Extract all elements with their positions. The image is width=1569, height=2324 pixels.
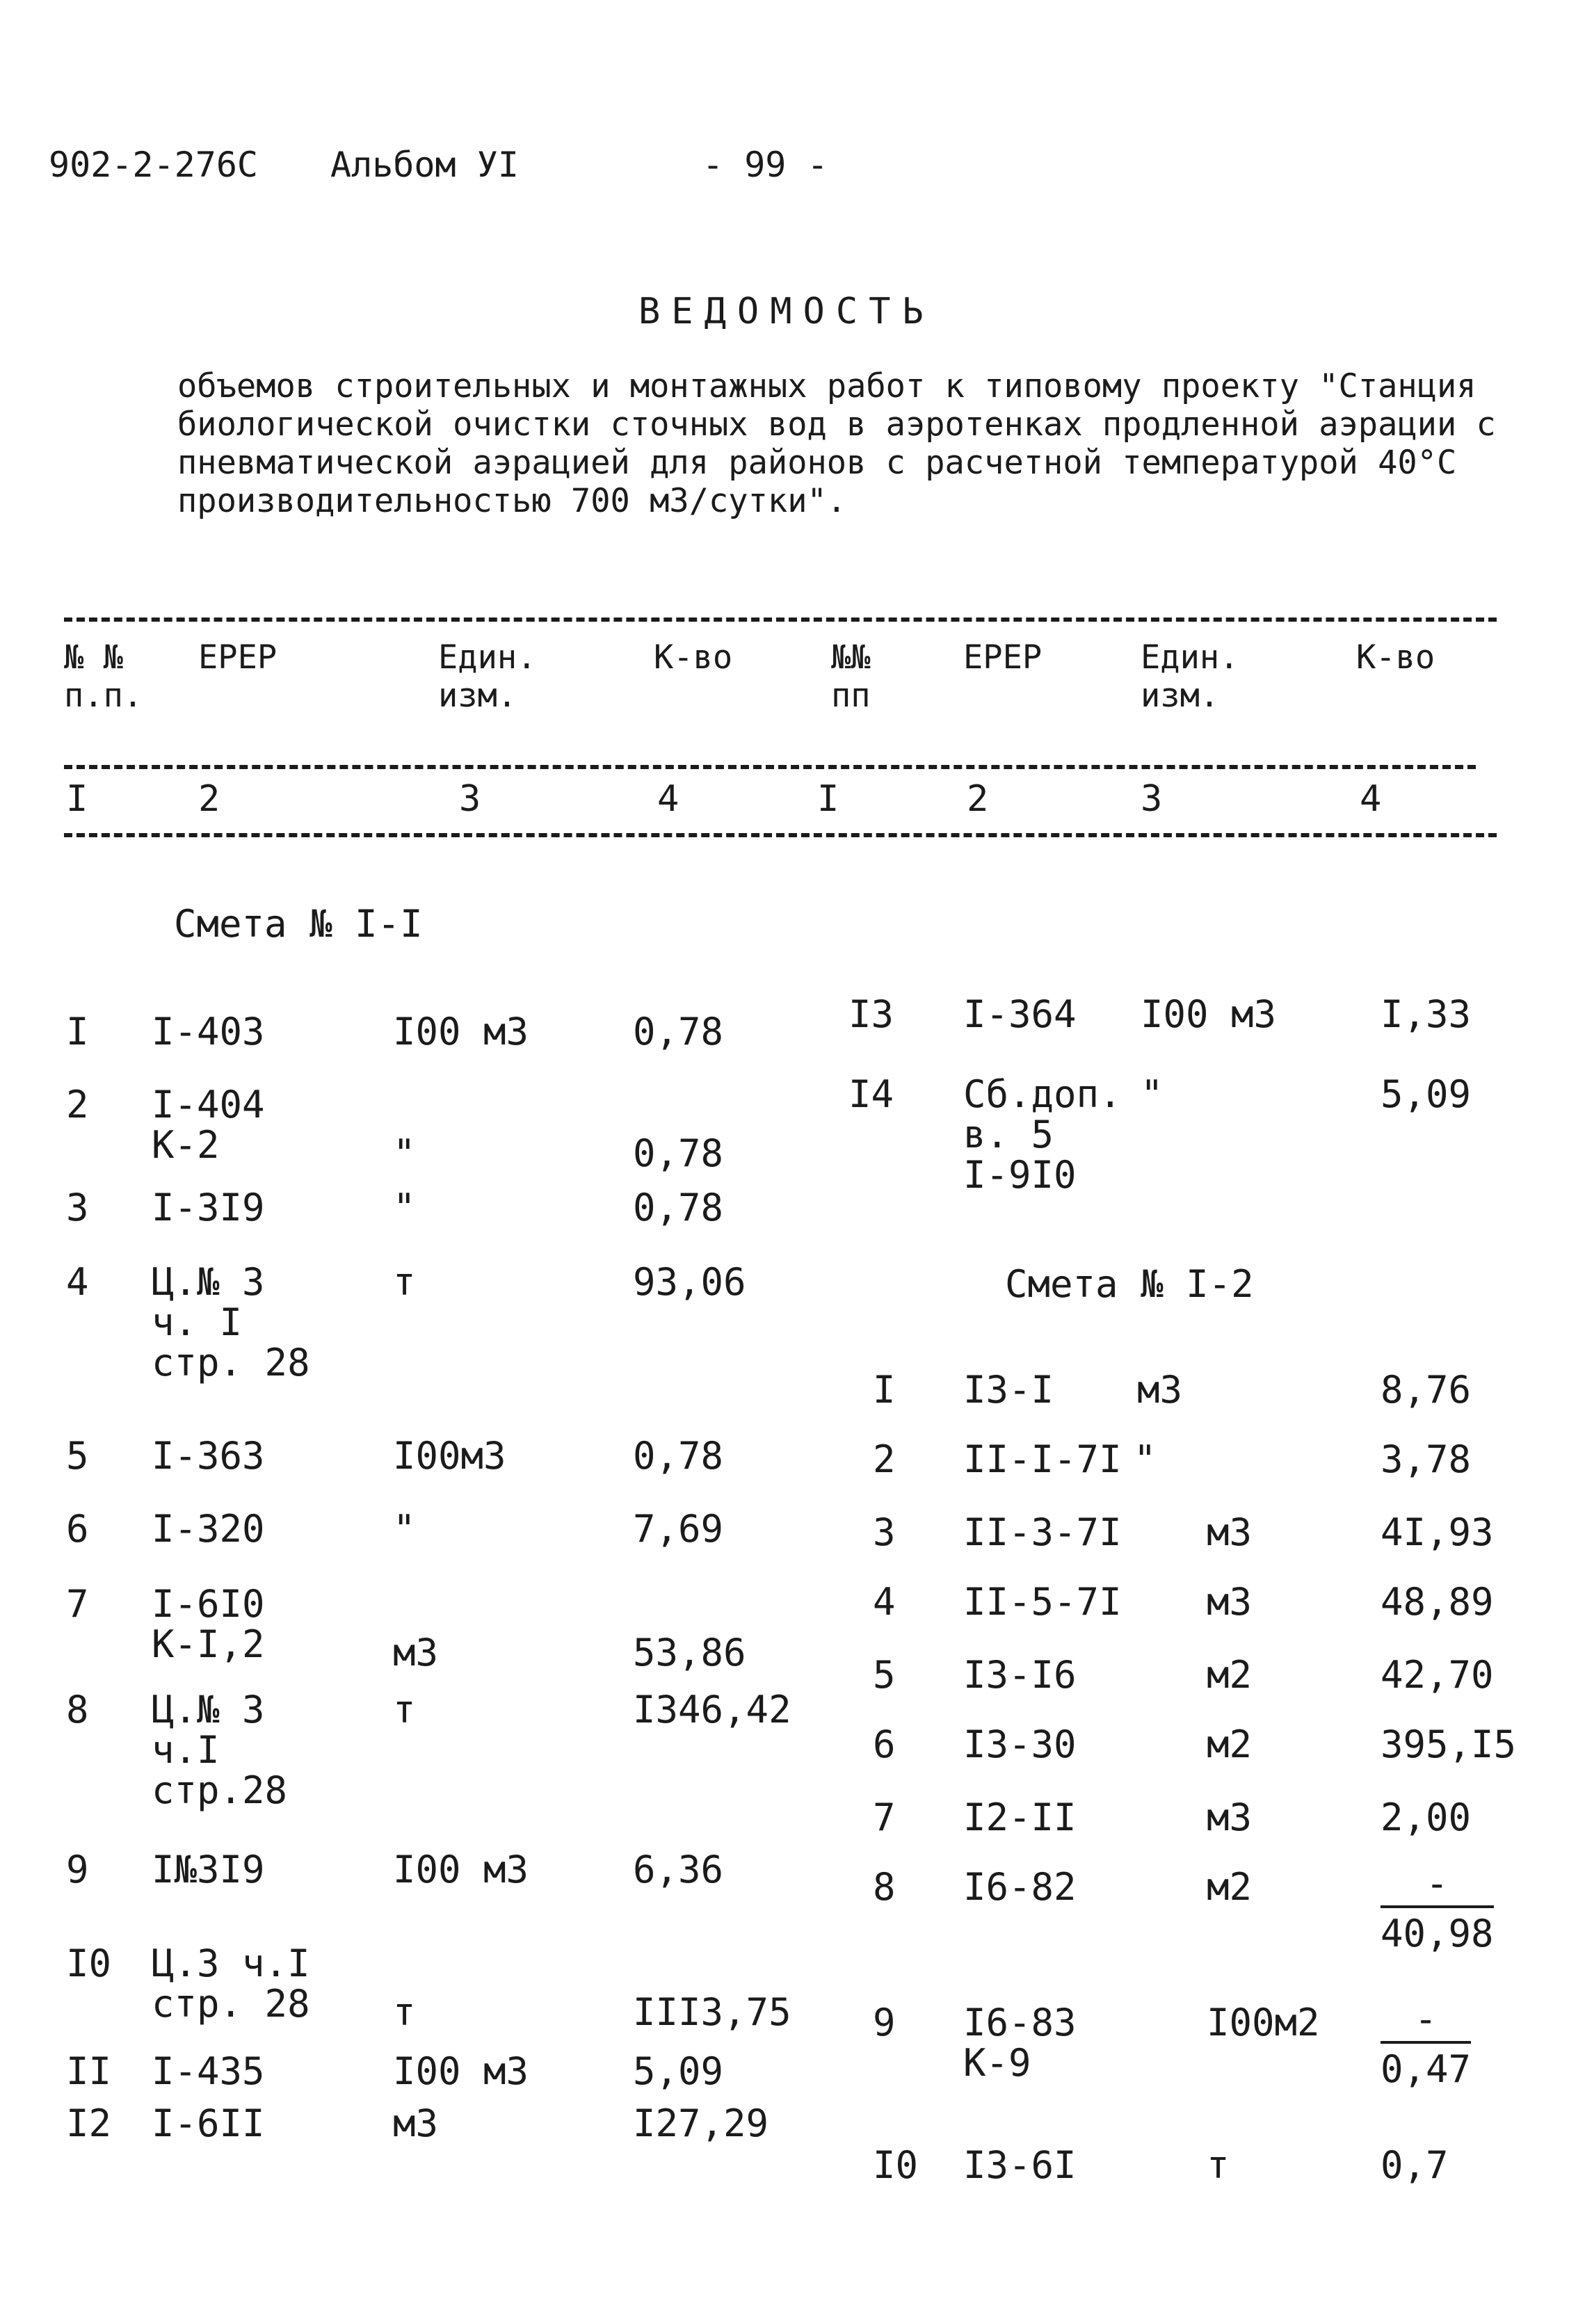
- left-row-unit: I00м3: [393, 1434, 506, 1478]
- col-header-unit: [438, 638, 563, 715]
- right-row-code: II-5-7I: [963, 1580, 1122, 1624]
- right-row-code: I6-83 К-9: [963, 2001, 1077, 2085]
- left-row-qty: I346,42: [633, 1688, 791, 1732]
- left-row-qty: 0,78: [633, 1131, 724, 1175]
- left-row-code: Ц.3 ч.I стр. 28: [152, 1942, 310, 2026]
- col-header-num-right-text: №№ пп: [831, 638, 871, 715]
- col-header-erer: ЕРЕР: [198, 638, 277, 677]
- right-top-row-unit: ": [1141, 1072, 1164, 1116]
- right-row-num: 5: [873, 1653, 896, 1697]
- left-row-num: 2: [66, 1083, 89, 1127]
- col-number-2: 2: [198, 778, 220, 820]
- right-top-row-qty: 5,09: [1381, 1072, 1472, 1116]
- col-header-qty-right: К-во: [1356, 638, 1435, 677]
- right-row-unit: м2: [1207, 1865, 1253, 1909]
- left-row-unit: т: [393, 1260, 416, 1304]
- left-row-unit: т: [393, 1688, 416, 1732]
- right-row-qty: 0,7: [1381, 2143, 1449, 2187]
- right-row-unit: м3: [1207, 1796, 1253, 1839]
- col-header-unit-right-text: Един. изм.: [1141, 638, 1239, 715]
- col-number-1: I: [66, 778, 88, 820]
- right-row-code: I3-6I: [963, 2143, 1077, 2187]
- left-row-qty: 0,78: [633, 1010, 724, 1054]
- left-row-code: I-6II: [152, 2101, 265, 2145]
- right-row-num: 4: [873, 1580, 896, 1624]
- left-row-unit: I00 м3: [393, 1010, 529, 1054]
- right-row-unit: м3: [1207, 1510, 1253, 1554]
- right-row-unit: I00м2: [1207, 2001, 1320, 2044]
- left-row-code: I-6I0 К-I,2: [152, 1582, 265, 1666]
- left-row-unit: ": [393, 1186, 416, 1229]
- left-row-code: I-404 К-2: [152, 1083, 265, 1167]
- col-header-num: [64, 638, 168, 715]
- left-row-num: 3: [66, 1186, 89, 1229]
- right-row-qty-fraction: [1381, 1999, 1471, 2090]
- right-row-qty-fraction-numerator: -: [1381, 1999, 1471, 2044]
- right-row-code: II-I-7I: [963, 1437, 1122, 1481]
- col-header-num-text: № № п.п.: [64, 638, 143, 715]
- col-number-7: 3: [1141, 778, 1163, 820]
- section-title-right: Смета № I-2: [1005, 1262, 1254, 1306]
- col-header-unit-right: [1141, 638, 1266, 715]
- right-row-code: I3-I: [963, 1368, 1054, 1412]
- left-row-qty: 6,36: [633, 1848, 724, 1891]
- right-row-unit: м2: [1207, 1722, 1253, 1766]
- right-top-row-num: I4: [848, 1072, 894, 1116]
- right-row-num: 7: [873, 1796, 896, 1839]
- right-row-unit: м3: [1207, 1580, 1253, 1624]
- right-row-num: 3: [873, 1510, 896, 1554]
- right-top-row-qty: I,33: [1381, 992, 1472, 1036]
- left-row-unit: м3: [393, 1631, 439, 1675]
- left-row-unit: т: [393, 1990, 416, 2034]
- col-number-8: 4: [1360, 778, 1382, 820]
- right-row-num: 8: [873, 1865, 896, 1909]
- left-row-qty: 53,86: [633, 1631, 746, 1675]
- right-row-qty: 4I,93: [1381, 1510, 1494, 1554]
- table-rule-bottom: [64, 833, 1497, 837]
- left-row-qty: 0,78: [633, 1434, 724, 1478]
- left-row-num: II: [66, 2049, 112, 2093]
- document-code: 902-2-276С: [49, 145, 259, 185]
- left-row-code: I-320: [152, 1507, 265, 1551]
- right-row-code: I3-30: [963, 1722, 1077, 1766]
- left-row-unit: м3: [393, 2101, 439, 2145]
- right-row-qty: 48,89: [1381, 1580, 1494, 1624]
- left-row-code: I-435: [152, 2049, 265, 2093]
- right-row-num: I: [873, 1368, 896, 1412]
- left-row-num: I: [66, 1010, 89, 1054]
- right-row-unit: ": [1134, 1437, 1157, 1481]
- col-number-6: 2: [967, 778, 989, 820]
- right-row-qty: 42,70: [1381, 1653, 1494, 1697]
- left-row-qty: 0,78: [633, 1186, 724, 1229]
- right-row-num: 6: [873, 1722, 896, 1766]
- col-number-5: I: [817, 778, 839, 820]
- left-row-num: 7: [66, 1582, 89, 1626]
- right-row-unit: т: [1207, 2143, 1230, 2187]
- right-row-code: I2-II: [963, 1796, 1077, 1839]
- left-row-num: I0: [66, 1942, 112, 1985]
- left-row-num: 8: [66, 1688, 89, 1732]
- col-number-4: 4: [657, 778, 679, 820]
- right-row-num: 2: [873, 1437, 896, 1481]
- left-row-unit: ": [393, 1507, 416, 1551]
- col-header-unit-text: Един. изм.: [438, 638, 537, 715]
- right-row-qty: 2,00: [1381, 1796, 1472, 1839]
- left-row-code: I-3I9: [152, 1186, 265, 1229]
- left-row-code: I-403: [152, 1010, 265, 1054]
- right-top-row-unit: I00 м3: [1141, 992, 1277, 1036]
- left-row-num: 4: [66, 1260, 89, 1304]
- right-row-unit: м2: [1207, 1653, 1253, 1697]
- left-row-num: I2: [66, 2101, 112, 2145]
- right-row-qty: 8,76: [1381, 1368, 1472, 1412]
- col-number-3: 3: [459, 778, 481, 820]
- right-row-unit: м3: [1137, 1368, 1183, 1412]
- left-row-qty: 93,06: [633, 1260, 746, 1304]
- right-row-code: I3-I6: [963, 1653, 1077, 1697]
- right-top-row-code: Сб.доп. в. 5 I-9I0: [963, 1072, 1122, 1197]
- section-title-left: Смета № I-I: [174, 902, 423, 946]
- left-row-qty: III3,75: [633, 1990, 791, 2034]
- left-row-num: 5: [66, 1434, 89, 1478]
- page-number: - 99 -: [702, 145, 828, 185]
- right-top-row-code: I-364: [963, 992, 1077, 1036]
- page-title: ВЕДОМОСТЬ: [638, 291, 935, 332]
- left-row-unit: I00 м3: [393, 2049, 529, 2093]
- left-row-code: Ц.№ 3 ч.I стр.28: [152, 1688, 288, 1812]
- right-row-qty-fraction-denominator: 40,98: [1381, 1912, 1494, 1955]
- right-row-num: 9: [873, 2001, 896, 2044]
- right-top-row-num: I3: [848, 992, 894, 1036]
- right-row-qty-fraction: [1381, 1864, 1494, 1954]
- right-row-code: I6-82: [963, 1865, 1077, 1909]
- left-row-num: 9: [66, 1848, 89, 1891]
- left-row-unit: I00 м3: [393, 1848, 529, 1891]
- right-row-num: I0: [873, 2143, 919, 2187]
- right-row-qty: 395,I5: [1381, 1722, 1517, 1766]
- left-row-num: 6: [66, 1507, 89, 1551]
- col-header-num-right: [831, 638, 908, 715]
- left-row-qty: I27,29: [633, 2101, 769, 2145]
- left-row-qty: 5,09: [633, 2049, 724, 2093]
- right-row-qty-fraction-numerator: -: [1381, 1864, 1494, 1908]
- right-row-qty: 3,78: [1381, 1437, 1472, 1481]
- left-row-code: I№3I9: [152, 1848, 265, 1891]
- right-row-qty-fraction-denominator: 0,47: [1381, 2047, 1472, 2091]
- intro-paragraph: объемов строительных и монтажных работ к типовому проекту "Станция биологической очистки сточных вод в аэротенках продленной аэрации с пневматической аэрацией для районов с расчетной температурой 40°С производительностью 700 м3/сутки".: [177, 367, 1496, 520]
- left-row-code: I-363: [152, 1434, 265, 1478]
- table-rule-top: [64, 618, 1497, 622]
- col-header-erer-right: ЕРЕР: [963, 638, 1043, 677]
- left-row-unit: ": [393, 1131, 416, 1175]
- left-row-code: Ц.№ 3 ч. I стр. 28: [152, 1260, 310, 1385]
- right-row-code: II-3-7I: [963, 1510, 1122, 1554]
- table-rule-middle: [64, 765, 1476, 769]
- col-header-qty: К-во: [654, 638, 733, 677]
- left-row-qty: 7,69: [633, 1507, 724, 1551]
- album-label: Альбом УI: [330, 145, 519, 185]
